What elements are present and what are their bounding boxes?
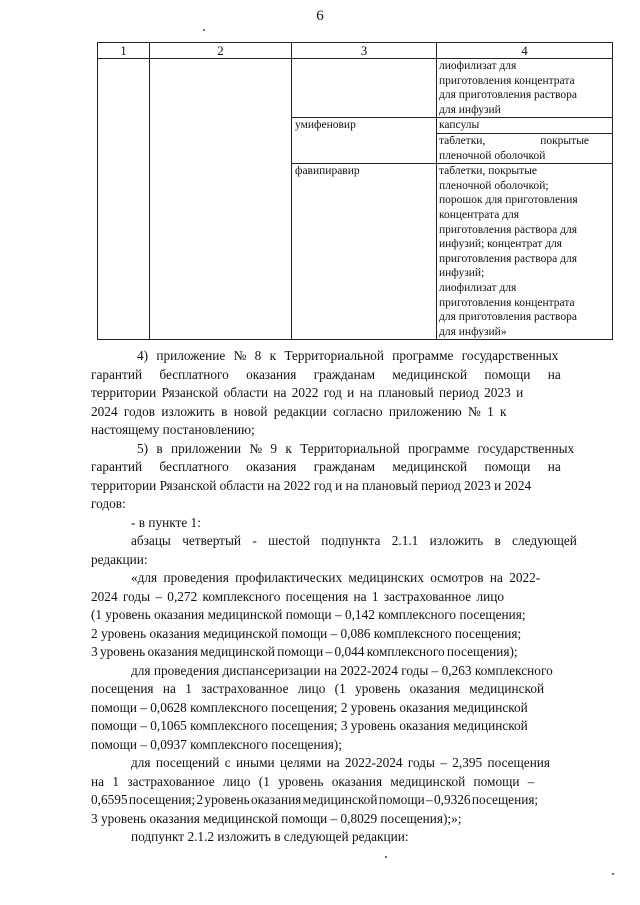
drug-form-cell xyxy=(437,133,613,163)
text-line: посещения на 1 застрахованное лицо (1 уровень оказания медицинской xyxy=(91,681,545,696)
header-cell-1: 1 xyxy=(98,43,150,59)
header-cell-2: 2 xyxy=(150,43,292,59)
form-line: пленочной оболочкой xyxy=(439,149,546,162)
scan-speck xyxy=(203,29,205,31)
header-cell-4: 4 xyxy=(437,43,613,59)
text-line: 2 уровень оказания медицинской помощи – 0,086 комплексного посещения; xyxy=(91,625,522,641)
text-line: для посещений с иными целями на 2022-2024 годы – 2,395 посещения xyxy=(131,755,551,770)
table-header-row xyxy=(98,43,613,59)
header-cell-3: 3 xyxy=(292,43,437,59)
drug-form-cell xyxy=(437,118,613,134)
table-cell-col2 xyxy=(150,59,292,340)
scan-speck xyxy=(385,856,387,858)
form-line: таблетки, покрытые xyxy=(439,134,590,147)
form-line: концентрата для xyxy=(439,208,520,221)
form-line: для приготовления раствора xyxy=(439,89,577,102)
text-line: помощи – 0,0937 комплексного посещения); xyxy=(91,736,342,752)
text-line: помощи – 0,0628 комплексного посещения; 2 уровень оказания медицинской xyxy=(91,699,528,715)
form-line: для инфузий» xyxy=(439,325,507,338)
text-line: территории Рязанской области на 2022 год и на плановый период 2023 и xyxy=(91,385,524,400)
text-line: гарантий бесплатного оказания гражданам медицинской помощи на xyxy=(91,366,561,382)
form-line: порошок для приготовления xyxy=(439,194,578,207)
form-line: лиофилизат для xyxy=(439,60,517,72)
text-line: 2024 годов изложить в новой редакции согласно приложению № 1 к xyxy=(91,403,507,419)
table-row xyxy=(98,59,613,118)
text-line: настоящему постановлению; xyxy=(91,422,255,437)
form-line: пленочной оболочкой; xyxy=(439,179,549,192)
table-cell-col1 xyxy=(98,59,150,340)
drug-name-cell: фавипиравир xyxy=(292,164,437,340)
text-line: гарантий бесплатного оказания гражданам медицинской помощи на xyxy=(91,459,561,474)
drug-name-cell: умифеновир xyxy=(292,118,437,164)
text-line: территории Рязанской области на 2022 год и на плановый период 2023 и 2024 xyxy=(91,477,532,493)
text-line: подпункт 2.1.2 изложить в следующей редакции: xyxy=(131,829,409,844)
text-line: редакции: xyxy=(91,551,148,567)
text-line: абзацы четвертый - шестой подпункта 2.1.1 изложить в следующей xyxy=(131,533,577,548)
form-line: инфузий; xyxy=(439,267,485,280)
text-line: 0,6595 посещения; 2 уровень оказания медицинской помощи – 0,9326 посещения; xyxy=(91,792,539,807)
text-line: 3 уровень оказания медицинской помощи – 0,044 комплексного посещения); xyxy=(91,644,518,659)
page-number: 6 xyxy=(316,8,324,24)
text-line: 3 уровень оказания медицинской помощи – 0,8029 посещения);»; xyxy=(91,810,462,826)
text-line: «для проведения профилактических медицинских осмотров на 2022- xyxy=(131,570,541,585)
drug-form-cell xyxy=(437,164,613,340)
form-line: таблетки, покрытые xyxy=(439,165,538,178)
text-line: - в пункте 1: xyxy=(131,514,201,530)
form-line: для приготовления раствора xyxy=(439,311,577,324)
text-line: на 1 застрахованное лицо (1 уровень оказания медицинской помощи – xyxy=(91,773,535,789)
form-line: приготовления раствора для xyxy=(439,223,577,236)
text-line: 4) приложение № 8 к Территориальной программе государственных xyxy=(137,348,559,363)
form-line: приготовления раствора для xyxy=(439,252,577,265)
text-line: для проведения диспансеризации на 2022-2024 годы – 0,263 комплексного xyxy=(131,662,553,678)
form-line: для инфузий xyxy=(439,103,501,116)
form-line: лиофилизат для xyxy=(439,281,517,294)
text-line: помощи – 0,1065 комплексного посещения; 3 уровень оказания медицинской xyxy=(91,718,528,733)
body-text xyxy=(91,347,609,847)
form-line: инфузий; концентрат для xyxy=(439,238,562,251)
scan-speck xyxy=(612,873,614,875)
drug-table xyxy=(97,42,613,340)
drug-name-cell xyxy=(292,59,437,118)
text-line: (1 уровень оказания медицинской помощи – 0,142 комплексного посещения; xyxy=(91,607,526,622)
text-line: годов: xyxy=(91,496,126,511)
form-line: приготовления концентрата xyxy=(439,296,575,309)
form-line: капсулы xyxy=(439,119,480,132)
text-line: 2024 годы – 0,272 комплексного посещения на 1 застрахованное лицо xyxy=(91,588,505,604)
text-line: 5) в приложении № 9 к Территориальной программе государственных xyxy=(137,440,575,456)
drug-form-cell xyxy=(437,59,613,118)
form-line: приготовления концентрата xyxy=(439,74,575,87)
